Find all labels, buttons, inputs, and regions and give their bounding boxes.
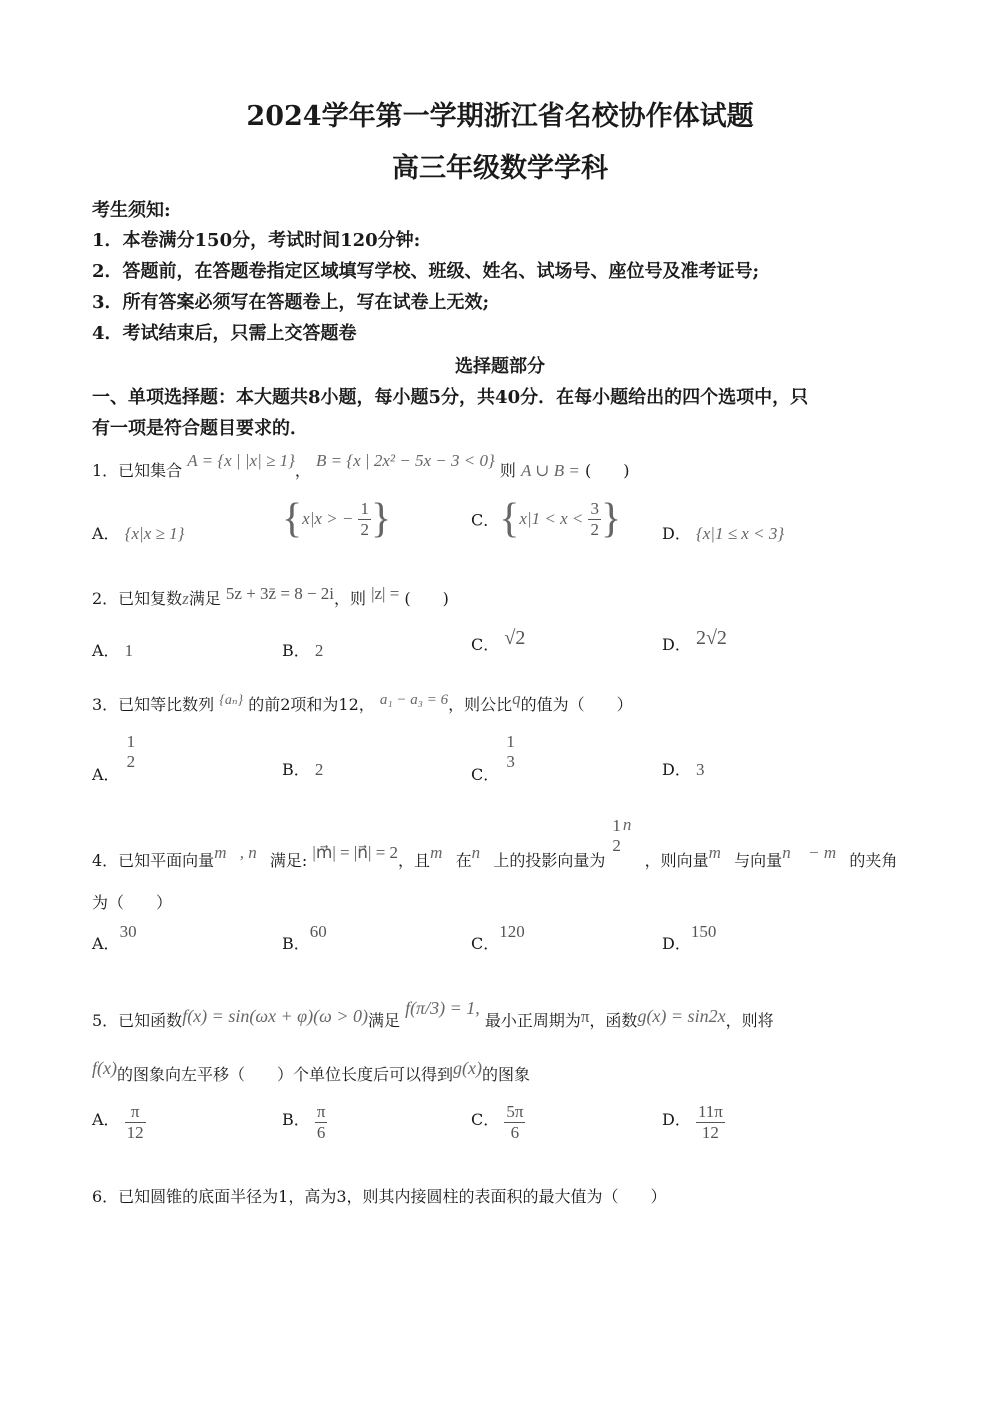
notice-item-3: 3．所有答案必须写在答题卷上，写在试卷上无效; — [92, 292, 490, 313]
q4-difference: n⃗ − m⃗ — [782, 843, 850, 863]
q2-prefix: 2．已知复数 — [92, 589, 183, 608]
q3-q: q — [512, 689, 521, 708]
q5-option-a: A． $\frac{\pi}{12}$ — [92, 1102, 144, 1142]
q2-mid: 满足 — [188, 589, 221, 608]
q1-option-d — [662, 521, 784, 544]
q3-sequence: {aₙ} — [219, 693, 244, 708]
q5-g-function: g(x) = sin2x — [637, 1006, 726, 1026]
q3-prefix: 3．已知等比数列 — [92, 695, 215, 714]
q1-option-c-fraction: $\frac{3}{2}$ — [590, 498, 599, 539]
q6-stem: 6．已知圆锥的底面半径为1，高为3，则其内接圆柱的表面积的最大值为（ ） — [92, 1187, 667, 1206]
q4-stem-line-2: 为（ ） — [92, 893, 173, 912]
q5-prefix: 5．已知函数 — [92, 1011, 183, 1030]
q1-option-a-label: A． — [92, 524, 120, 543]
q2-option-b: B． 2 — [282, 641, 324, 660]
q1-set-a: A = {x | |x| ≥ 1} — [187, 451, 295, 470]
q2-option-c: C． √2 — [471, 627, 526, 654]
q2-option-d: D． 2√2 — [662, 627, 727, 654]
notice-item-4: 4．考试结束后，只需上交答题卷 — [92, 323, 357, 344]
q3-option-b: B． 2 — [282, 760, 324, 779]
q4-option-a: A．30 — [92, 922, 137, 953]
q3-then: ，则公比 — [448, 695, 513, 714]
notice-heading: 考生须知: — [92, 200, 171, 221]
q1-set-b: B = {x | 2x² − 5x − 3 < 0} — [315, 451, 495, 470]
q3-mid: 的前2项和为12， — [248, 695, 375, 714]
q5-option-b-fraction: $\frac{\pi}{6}$ — [316, 1102, 326, 1142]
q2-paren: ( ) — [404, 589, 449, 608]
q1-option-a-value: {x|x ≥ 1} — [124, 524, 185, 543]
q5-stem-line-2: f(x)的图象向左平移（ ）个单位长度后可以得到g(x)的图象 — [92, 1058, 530, 1084]
q4-projection-vector: n⃗ — [622, 815, 645, 835]
q5-option-c: C． $\frac{5\pi}{6}$ — [471, 1102, 524, 1142]
notice-item-2: 2．答题前，在答题卷指定区域填写学校、班级、姓名、试场号、座位号及准考证号; — [92, 261, 760, 282]
q4-option-d: D．150 — [662, 922, 717, 953]
q3-end: 的值为（ ） — [520, 695, 633, 714]
q1-option-d-value: {x|1 ≤ x < 3} — [695, 524, 785, 543]
q1-prefix: 1．已知集合 — [92, 461, 183, 480]
q3-stem — [92, 689, 633, 715]
q2-option-a: A． 1 — [92, 641, 134, 660]
page-subtitle: 高三年级数学学科 — [392, 153, 608, 184]
q4-option-c: C．120 — [471, 922, 525, 953]
q5-stem: 5．已知函数f(x) = sin(ωx + φ)(ω > 0)满足 f(π/3) = 1, 最小正周期为π，函数g(x) = sin2x，则将 — [92, 998, 774, 1030]
part-one-line-1: 一、单项选择题：本大题共8小题，每小题5分，共40分．在每小题给出的四个选项中，只 — [92, 387, 809, 408]
q1-option-b-fraction: $\frac{1}{2}$ — [360, 498, 369, 539]
q4-stem: 4．已知平面向量m⃗, n⃗满足: |m⃗| = |n⃗| = 2，且m⃗在n⃗上的投影向量为 1 2 n⃗，则向量m⃗与向量n⃗ − m⃗的夹角 — [92, 815, 898, 871]
q1-option-b: {x|x > − $\frac{1}{2}$ } — [282, 496, 392, 542]
q5-mid1: 满足 — [367, 1011, 400, 1030]
q5-option-b: B． $\frac{\pi}{6}$ — [282, 1102, 326, 1142]
q3-option-c-fraction: 1 3 — [506, 732, 515, 771]
q2-stem — [92, 586, 449, 609]
q1-paren: ( ) — [585, 461, 630, 480]
q4-option-b: B．60 — [282, 922, 327, 953]
q3-equation: a₁ − a₃ = 6 — [379, 692, 449, 708]
q1-stem — [92, 451, 630, 481]
q2-z: z — [182, 589, 189, 608]
notice-item-1: 1．本卷满分150分，考试时间120分钟: — [92, 230, 421, 251]
q1-option-a — [92, 521, 184, 544]
q5-option-c-fraction: $\frac{5\pi}{6}$ — [506, 1102, 524, 1142]
q1-option-c-value: x|1 < x < — [519, 509, 584, 528]
q1-comma: ， — [294, 461, 311, 480]
q2-equation: 5z + 3z̄ = 8 − 2i — [225, 584, 334, 603]
q5-option-a-fraction: $\frac{\pi}{12}$ — [126, 1102, 144, 1142]
q3-option-a-fraction: 1 2 — [126, 732, 136, 771]
part-one-line-2: 有一项是符合题目要求的． — [92, 418, 308, 439]
q5-condition: f(π/3) = 1, — [405, 998, 480, 1018]
q5-option-d: D． $\frac{11\pi}{12}$ — [662, 1102, 723, 1142]
q3-option-a: A． 1 2 — [92, 732, 136, 785]
q4-vectors: m⃗, n⃗ — [214, 843, 270, 863]
q5-function: f(x) = sin(ωx + φ)(ω > 0) — [182, 1006, 368, 1026]
q2-abs: |z| = — [371, 584, 400, 603]
q4-projection-fraction: 1 2 — [612, 816, 621, 855]
q1-option-b-value: x|x > − — [302, 509, 354, 528]
q1-option-c: C．{x|1 < x < $\frac{3}{2}$ } — [471, 496, 622, 542]
q4-condition: |m⃗| = |n⃗| = 2 — [312, 843, 399, 863]
q5-gx: g(x) — [453, 1058, 482, 1078]
q2-then: ，则 — [334, 589, 367, 608]
page-title: 2024学年第一学期浙江省名校协作体试题 — [246, 101, 754, 132]
section-title: 选择题部分 — [455, 356, 545, 377]
q1-expr: A ∪ B = — [520, 461, 580, 480]
q3-option-c: C． 1 3 — [471, 732, 515, 785]
q1-option-d-label: D． — [662, 524, 691, 543]
q4-mid1: 满足: — [269, 851, 308, 871]
q4-prefix: 4．已知平面向量 — [92, 851, 215, 871]
q5-fx: f(x) — [92, 1058, 117, 1078]
q5-option-d-fraction: $\frac{11\pi}{12}$ — [697, 1102, 723, 1142]
q1-then: 则 — [499, 461, 516, 480]
q1-option-c-label: C． — [471, 510, 500, 530]
q3-option-d: D． 3 — [662, 760, 705, 779]
